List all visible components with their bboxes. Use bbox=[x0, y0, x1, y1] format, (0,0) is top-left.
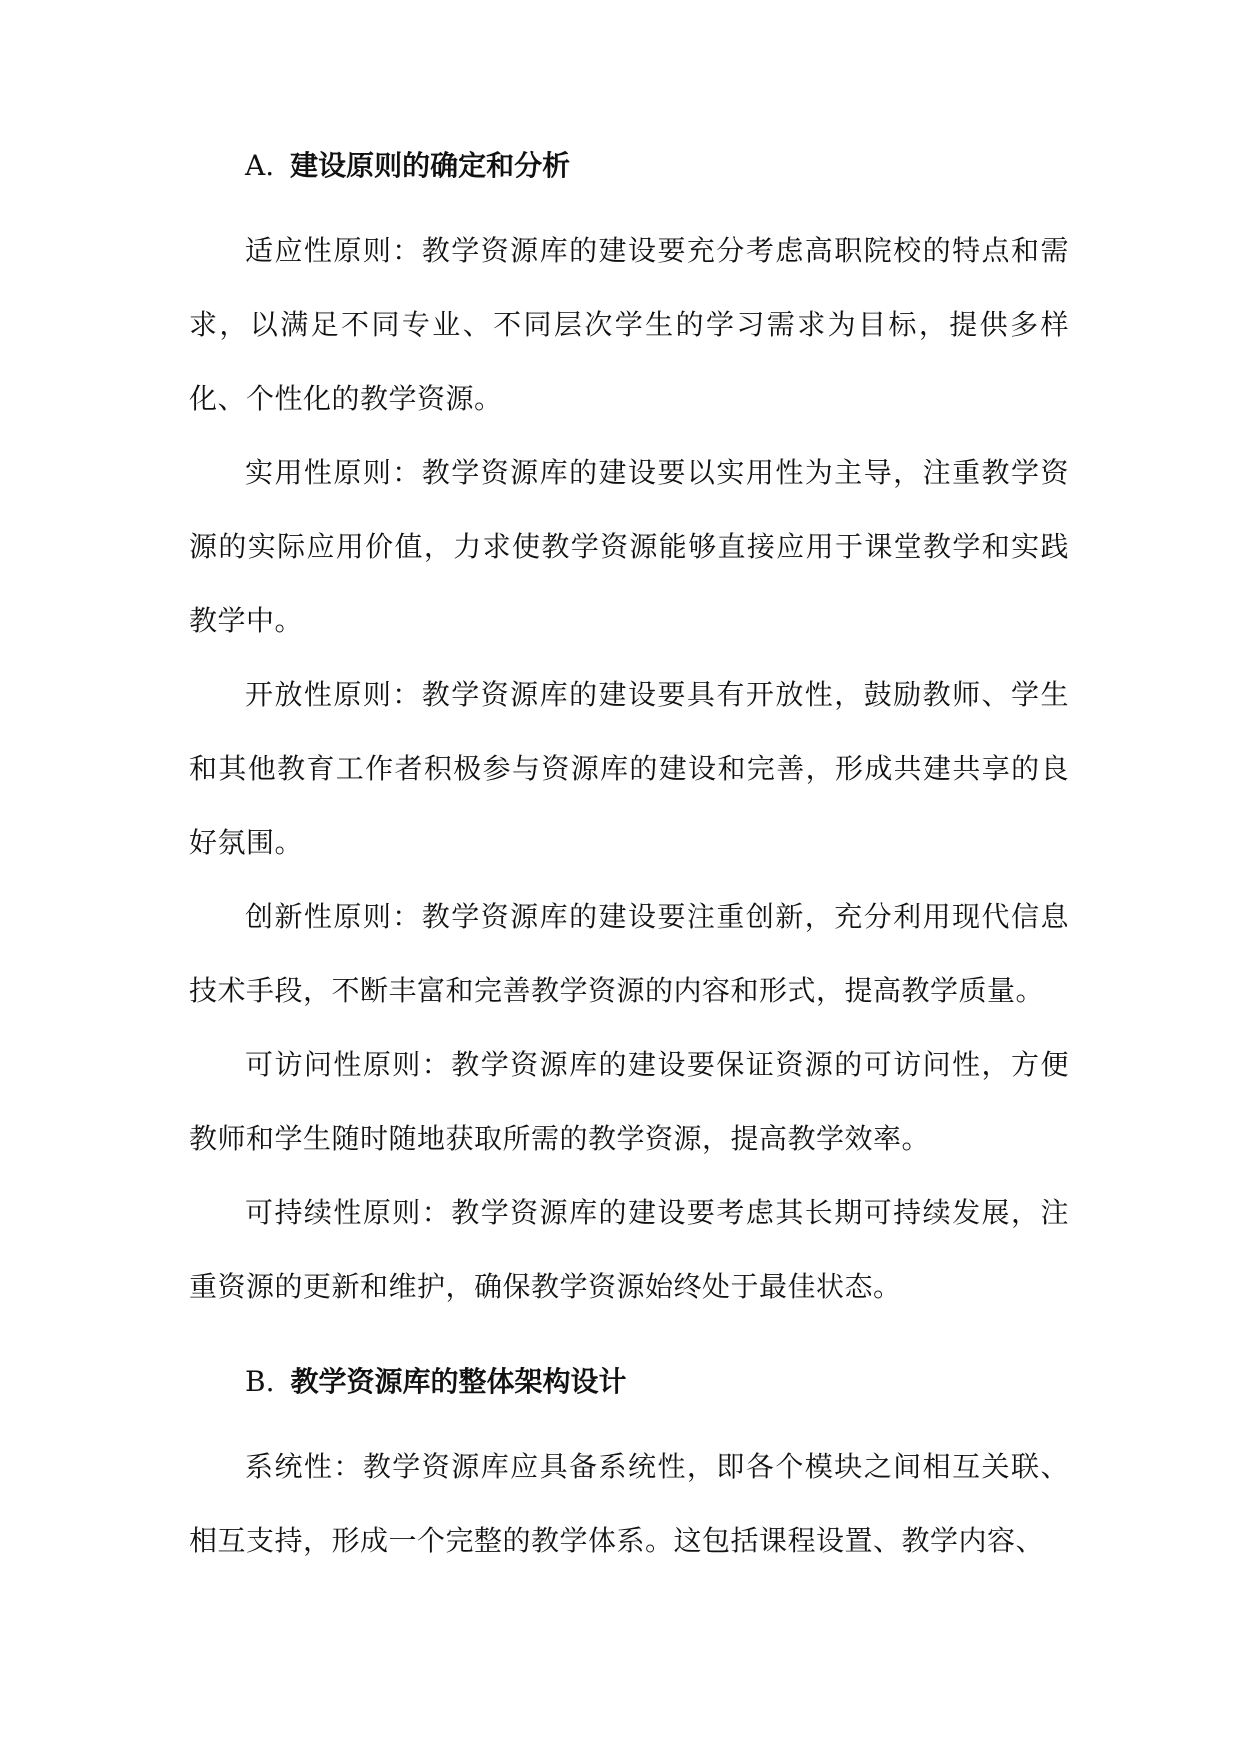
section-letter: B. bbox=[245, 1365, 275, 1398]
section-title: 建设原则的确定和分析 bbox=[290, 149, 571, 182]
paragraph-innovation-principle: 创新性原则：教学资源库的建设要注重创新，充分利用现代信息技术手段，不断丰富和完善教学资源的内容和形式，提高教学质量。 bbox=[189, 900, 1069, 1007]
section-title: 教学资源库的整体架构设计 bbox=[290, 1365, 627, 1398]
paragraph-openness-principle: 开放性原则：教学资源库的建设要具有开放性，鼓励教师、学生和其他教育工作者积极参与资源库的建设和完善，形成共建共享的良好氛围。 bbox=[189, 678, 1069, 859]
paragraph-accessibility-principle: 可访问性原则：教学资源库的建设要保证资源的可访问性，方便教师和学生随时随地获取所需的教学资源，提高教学效率。 bbox=[189, 1048, 1069, 1155]
paragraph-sustainability-principle: 可持续性原则：教学资源库的建设要考虑其长期可持续发展，注重资源的更新和维护，确保教学资源始终处于最佳状态。 bbox=[189, 1196, 1069, 1303]
paragraph-practicality-principle: 实用性原则：教学资源库的建设要以实用性为主导，注重教学资源的实际应用价值，力求使教学资源能够直接应用于课堂教学和实践教学中。 bbox=[189, 456, 1069, 637]
section-heading-b bbox=[189, 1356, 1069, 1408]
paragraph-adaptability-principle: 适应性原则：教学资源库的建设要充分考虑高职院校的特点和需求，以满足不同专业、不同层次学生的学习需求为目标，提供多样化、个性化的教学资源。 bbox=[189, 234, 1069, 415]
paragraph-systematic: 系统性：教学资源库应具备系统性，即各个模块之间相互关联、相互支持，形成一个完整的教学体系。这包括课程设置、教学内容、 bbox=[189, 1450, 1069, 1557]
document-content bbox=[189, 140, 1069, 1578]
section-heading-a bbox=[189, 140, 1069, 192]
section-letter: A. bbox=[245, 149, 275, 182]
